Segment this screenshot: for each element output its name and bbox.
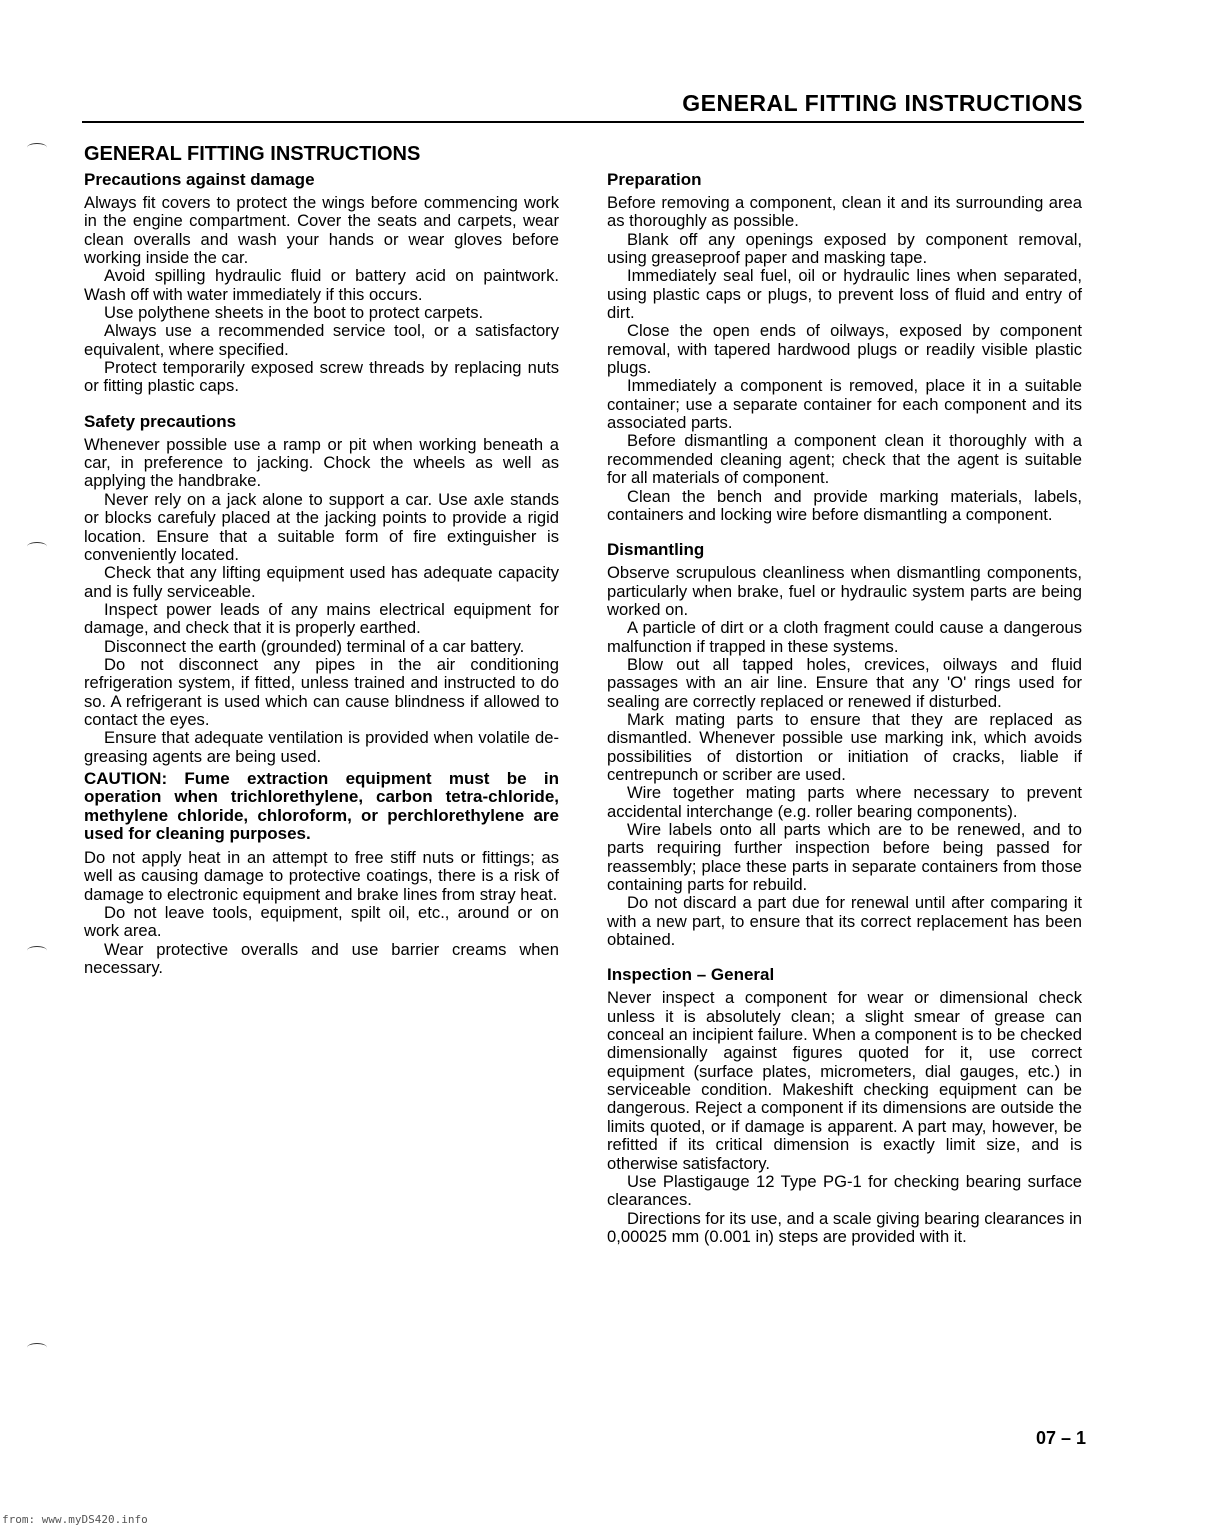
paragraph: Before removing a component, clean it and its surrounding area as thoroughly as possible. [607, 193, 1082, 231]
section-heading: Precautions against damage [84, 170, 315, 189]
paragraph: Avoid spilling hydraulic fluid or battery acid on paintwork. Wash off with water immediately if this occurs. [84, 266, 559, 304]
paragraph: Check that any lifting equipment used has adequate capacity and is fully serviceable. [84, 563, 559, 601]
header-rule [82, 121, 1084, 123]
paragraph: Always fit covers to protect the wings before commencing work in the engine compartment. Cover the seats and carpets, wear clean overalls and wash your hands or wear gloves before working inside the car. [84, 193, 559, 268]
paragraph: Do not disconnect any pipes in the air conditioning refrigeration system, if fitted, unless trained and instructed to do so. A refrigerant is used which can cause blindness if allowed to contact the eyes. [84, 654, 559, 729]
paragraph: Immediately seal fuel, oil or hydraulic lines when separated, using plastic caps or plugs, to prevent loss of fluid and entry of dirt. [607, 266, 1082, 323]
paragraph: Clean the bench and provide marking materials, labels, containers and locking wire before dismantling a component. [607, 486, 1082, 524]
paragraph: Never rely on a jack alone to support a car. Use axle stands or blocks carefuly placed at the jacking points to provide a rigid location. Ensure that a suitable form of fire extinguisher is conveniently located. [84, 489, 559, 564]
paragraph: Do not leave tools, equipment, spilt oil, etc., around or on work area. [84, 903, 559, 941]
paragraph: Close the open ends of oilways, exposed by component removal, with tapered hardwood plugs or readily visible plastic plugs. [607, 321, 1082, 378]
paragraph: Inspect power leads of any mains electrical equipment for damage, and check that it is properly earthed. [84, 599, 559, 638]
section-heading: Safety precautions [84, 411, 237, 431]
paragraph: Blow out all tapped holes, crevices, oilways and fluid passages with an air line. Ensure that any 'O' rings used for sealing are correctly replaced or renewed if disturbed. [607, 654, 1082, 711]
section-safety [84, 412, 559, 978]
section-heading: Inspection – General [607, 965, 775, 985]
paragraph: Use Plastigauge 12 Type PG-1 for checking bearing surface clearances. [607, 1171, 1082, 1210]
paragraph: Whenever possible use a ramp or pit when working beneath a car, in preference to jacking. Chock the wheels as well as applying the handbrake. [84, 434, 559, 491]
section-heading: Dismantling [607, 540, 705, 560]
caution-note: CAUTION: Fume extraction equipment must be in operation when trichlorethylene, carbon tetra-chloride, methylene chloride, chloroform, or perchlorethylene are used for cleaning purposes. [84, 768, 559, 844]
main-title: GENERAL FITTING INSTRUCTIONS [84, 143, 421, 165]
page-header-title: GENERAL FITTING INSTRUCTIONS [682, 90, 1083, 116]
right-column [607, 170, 1082, 1262]
paragraph: Do not apply heat in an attempt to free stiff nuts or fittings; as well as causing damage to protective coatings, there is a risk of damage to electronic equipment and brake lines from stray heat. [84, 847, 559, 904]
paragraph: Wear protective overalls and use barrier creams when necessary. [84, 939, 559, 978]
paragraph: Before dismantling a component clean it thoroughly with a recommended cleaning agent; check that the agent is suitable for all materials of component. [607, 431, 1082, 488]
margin-mark [27, 143, 47, 152]
paragraph: A particle of dirt or a cloth fragment could cause a dangerous malfunction if trapped in these systems. [607, 618, 1082, 656]
paragraph: Observe scrupulous cleanliness when dismantling components, particularly when brake, fuel or hydraulic system parts are being worked on. [607, 563, 1082, 619]
margin-mark [27, 542, 47, 551]
section-preparation [607, 170, 1082, 524]
paragraph: Mark mating parts to ensure that they are replaced as dismantled. Whenever possible use marking ink, which avoids possibilities of distortion or initiation of cracks, liable if centrepunch or scriber are used. [607, 709, 1082, 784]
margin-mark [27, 946, 47, 955]
paragraph: Wire together mating parts where necessary to prevent accidental interchange (e.g. roller bearing components). [607, 783, 1082, 821]
paragraph: Always use a recommended service tool, or a satisfactory equivalent, where specified. [84, 321, 559, 359]
paragraph: Use polythene sheets in the boot to protect carpets. [104, 303, 484, 323]
paragraph: Ensure that adequate ventilation is provided when volatile de-greasing agents are being used. [84, 728, 559, 766]
paragraph: Immediately a component is removed, place it in a suitable container; use a separate container for each component and its associated parts. [607, 376, 1082, 433]
section-heading: Preparation [607, 170, 702, 189]
section-precautions [84, 170, 559, 396]
paragraph: Disconnect the earth (grounded) terminal of a car battery. [104, 636, 525, 656]
left-column [84, 142, 559, 993]
section-inspection [607, 965, 1082, 1246]
paragraph: Never inspect a component for wear or dimensional check unless it is absolutely clean; a slight smear of grease can conceal an incipient failure. When a component is to be checked dimensionally against figures quoted for it, use correct equipment (surface plates, micrometers, dial gauges, etc.) in serviceable condition. Makeshift checking equipment can be dangerous. Reject a component if its dimensions are outside the limits quoted, or if damage is apparent. A part may, however, be refitted if its critical dimension is exactly limit size, and is otherwise satisfactory. [607, 988, 1082, 1173]
page-number: 07 – 1 [1035, 1428, 1086, 1448]
paragraph: Blank off any openings exposed by component removal, using greaseproof paper and masking tape. [607, 229, 1082, 268]
paragraph: Protect temporarily exposed screw threads by replacing nuts or fitting plastic caps. [84, 358, 559, 396]
section-dismantling [607, 540, 1082, 949]
footer-credit: from: www.myDS420.info [2, 1513, 148, 1526]
paragraph: Do not discard a part due for renewal until after comparing it with a new part, to ensure that its correct replacement has been obtained. [607, 893, 1082, 950]
paragraph: Wire labels onto all parts which are to be renewed, and to parts requiring further inspection before being passed for reassembly; place these parts in separate containers from those containing parts for rebuild. [607, 820, 1082, 895]
margin-mark [27, 1343, 47, 1352]
paragraph: Directions for its use, and a scale giving bearing clearances in 0,00025 mm (0.001 in) steps are provided with it. [607, 1208, 1082, 1246]
